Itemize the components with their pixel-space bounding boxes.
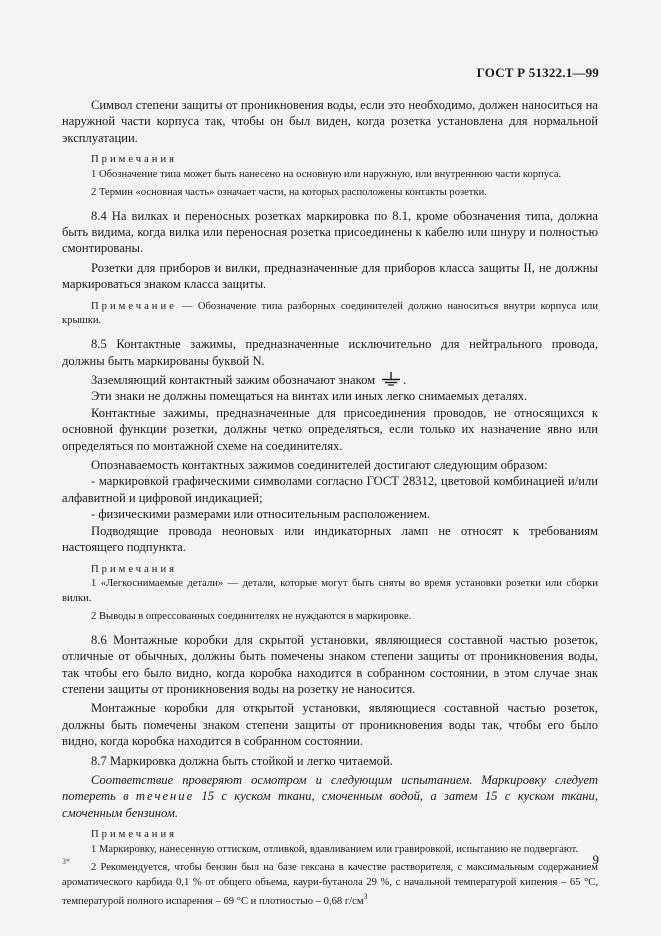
note-3-1: 1 Маркировку, нанесенную оттиском, отливкой, вдавливанием или гравировкой, испытанию не подвергают. [91,843,579,855]
paragraph-8-4-b: Розетки для приборов и вилки, предназначенные для приборов класса защиты II, не должны маркироваться знаком класса защиты. [62,260,598,292]
page-body [62,97,598,910]
ground-text: Заземляющий контактный зажим обозначают знаком [91,373,376,388]
page-number: 9 [592,852,599,867]
notes-heading-2: Примечания [91,563,177,575]
list-item-symbols: - маркировкой графическими символами согласно ГОСТ 28312, цветовой комбинацией и/или алфавитной и цифровой индикацией; [62,474,598,505]
test-text-2: 15 с куском ткани, смоченным водой, а затем 15 с куском ткани, смоченным бензином. [62,789,599,820]
list-item-dimensions: - физическими размерами или относительным расположением. [91,507,431,522]
note-8-4 [62,300,598,330]
paragraph-8-5-c: Эти знаки не должны помещаться на винтах или иных легко снимаемых деталях. [91,389,528,404]
test-text-1: Соответствие проверяют осмотром и следующим испытанием. Маркировку следует потереть в [62,772,598,804]
paragraph-8-6: 8.6 Монтажные коробки для скрытой установки, являющиеся составной частью розеток, отличные от обычных, должны быть помечены знаком степени защиты от проникновения воды, так чтобы его было видно, когда коробка находится в собранном состоянии, в этом случае знак степени защиты от проникновения воды на розетку не наносится. [62,632,598,696]
paragraph-8-5-h: Подводящие провода неоновых или индикаторных ламп не относят к требованиям настоящего подпункта. [62,523,598,555]
document-header: ГОСТ Р 51322.1—99 [476,65,599,80]
test-text-spread: течение [135,789,195,804]
paragraph-8-5-ground [62,372,598,388]
paragraph-8-5-d: Контактные зажимы, предназначенные для присоединения проводов, не относящихся к основной функции розетки, должны четко определяться, если только их назначение явно или определяться по монтажной схеме на соединителях. [62,405,598,453]
paragraph-8-7-test [62,772,598,821]
footer-mark: 3* [62,857,70,866]
note-3-2-text: 2 Рекомендуется, чтобы бензин был на базе гексана в качестве растворителя, с максимальным содержанием ароматического карбида 0,1 % от общего объема, каури-бутанола 29 %, с начальной температурой кипения – 65 °С, температурой полного испарения – 69 °С и плотностью – 0,68 г/см [62,861,598,908]
note-8-4-text: — Обозначение типа разборных соединителей должно наноситься внутри корпуса или крышки. [62,300,598,327]
paragraph-8-5-e: Опознаваемость контактных зажимов соединителей достигают следующим образом: [91,458,548,473]
note-3-2 [62,861,598,910]
note-3-2-superscript: 3 [363,892,368,902]
ground-text-end: . [403,373,407,388]
paragraph-8-6-b: Монтажные коробки для открытой установки, являющиеся составной частью розеток, должны быть помечены знаком степени защиты от проникновения воды так, чтобы его было видно, когда коробка находится в собранном состоянии. [62,701,598,749]
note-2-2: 2 Выводы в опрессованных соединителях не нуждаются в маркировке. [91,610,412,622]
note-8-4-heading: Примечание [91,300,177,312]
paragraph-8-4: 8.4 На вилках и переносных розетках маркировка по 8.1, кроме обозначения типа, должна быть видима, когда вилка или переносная розетка присоединены к кабелю или шнуру и полностью смонтированы. [62,208,598,256]
paragraph-8-7: 8.7 Маркировка должна быть стойкой и легко читаемой. [91,753,393,768]
notes-heading-1: Примечания [91,154,177,166]
paragraph-8-5: 8.5 Контактные зажимы, предназначенные исключительно для нейтрального провода, должны быть маркированы буквой N. [62,337,598,368]
note-1-1: 1 Обозначение типа может быть нанесено на основную или наружную, или внутреннюю части корпуса. [91,169,562,181]
note-2-1: 1 «Легкоснимаемые детали» — детали, которые могут быть сняты во время установки розетки или сборки вилки. [62,578,598,605]
paragraph-water-symbol: Символ степени защиты от проникновения воды, если это необходимо, должен наноситься на наружной части корпуса так, чтобы он был виден, когда розетка установлена для нормальной эксплуатации. [62,98,598,145]
notes-heading-3: Примечания [91,829,177,841]
ground-symbol-icon [381,372,401,386]
note-1-2: 2 Термин «основная часть» означает части, на которых расположены контакты розетки. [91,186,487,198]
